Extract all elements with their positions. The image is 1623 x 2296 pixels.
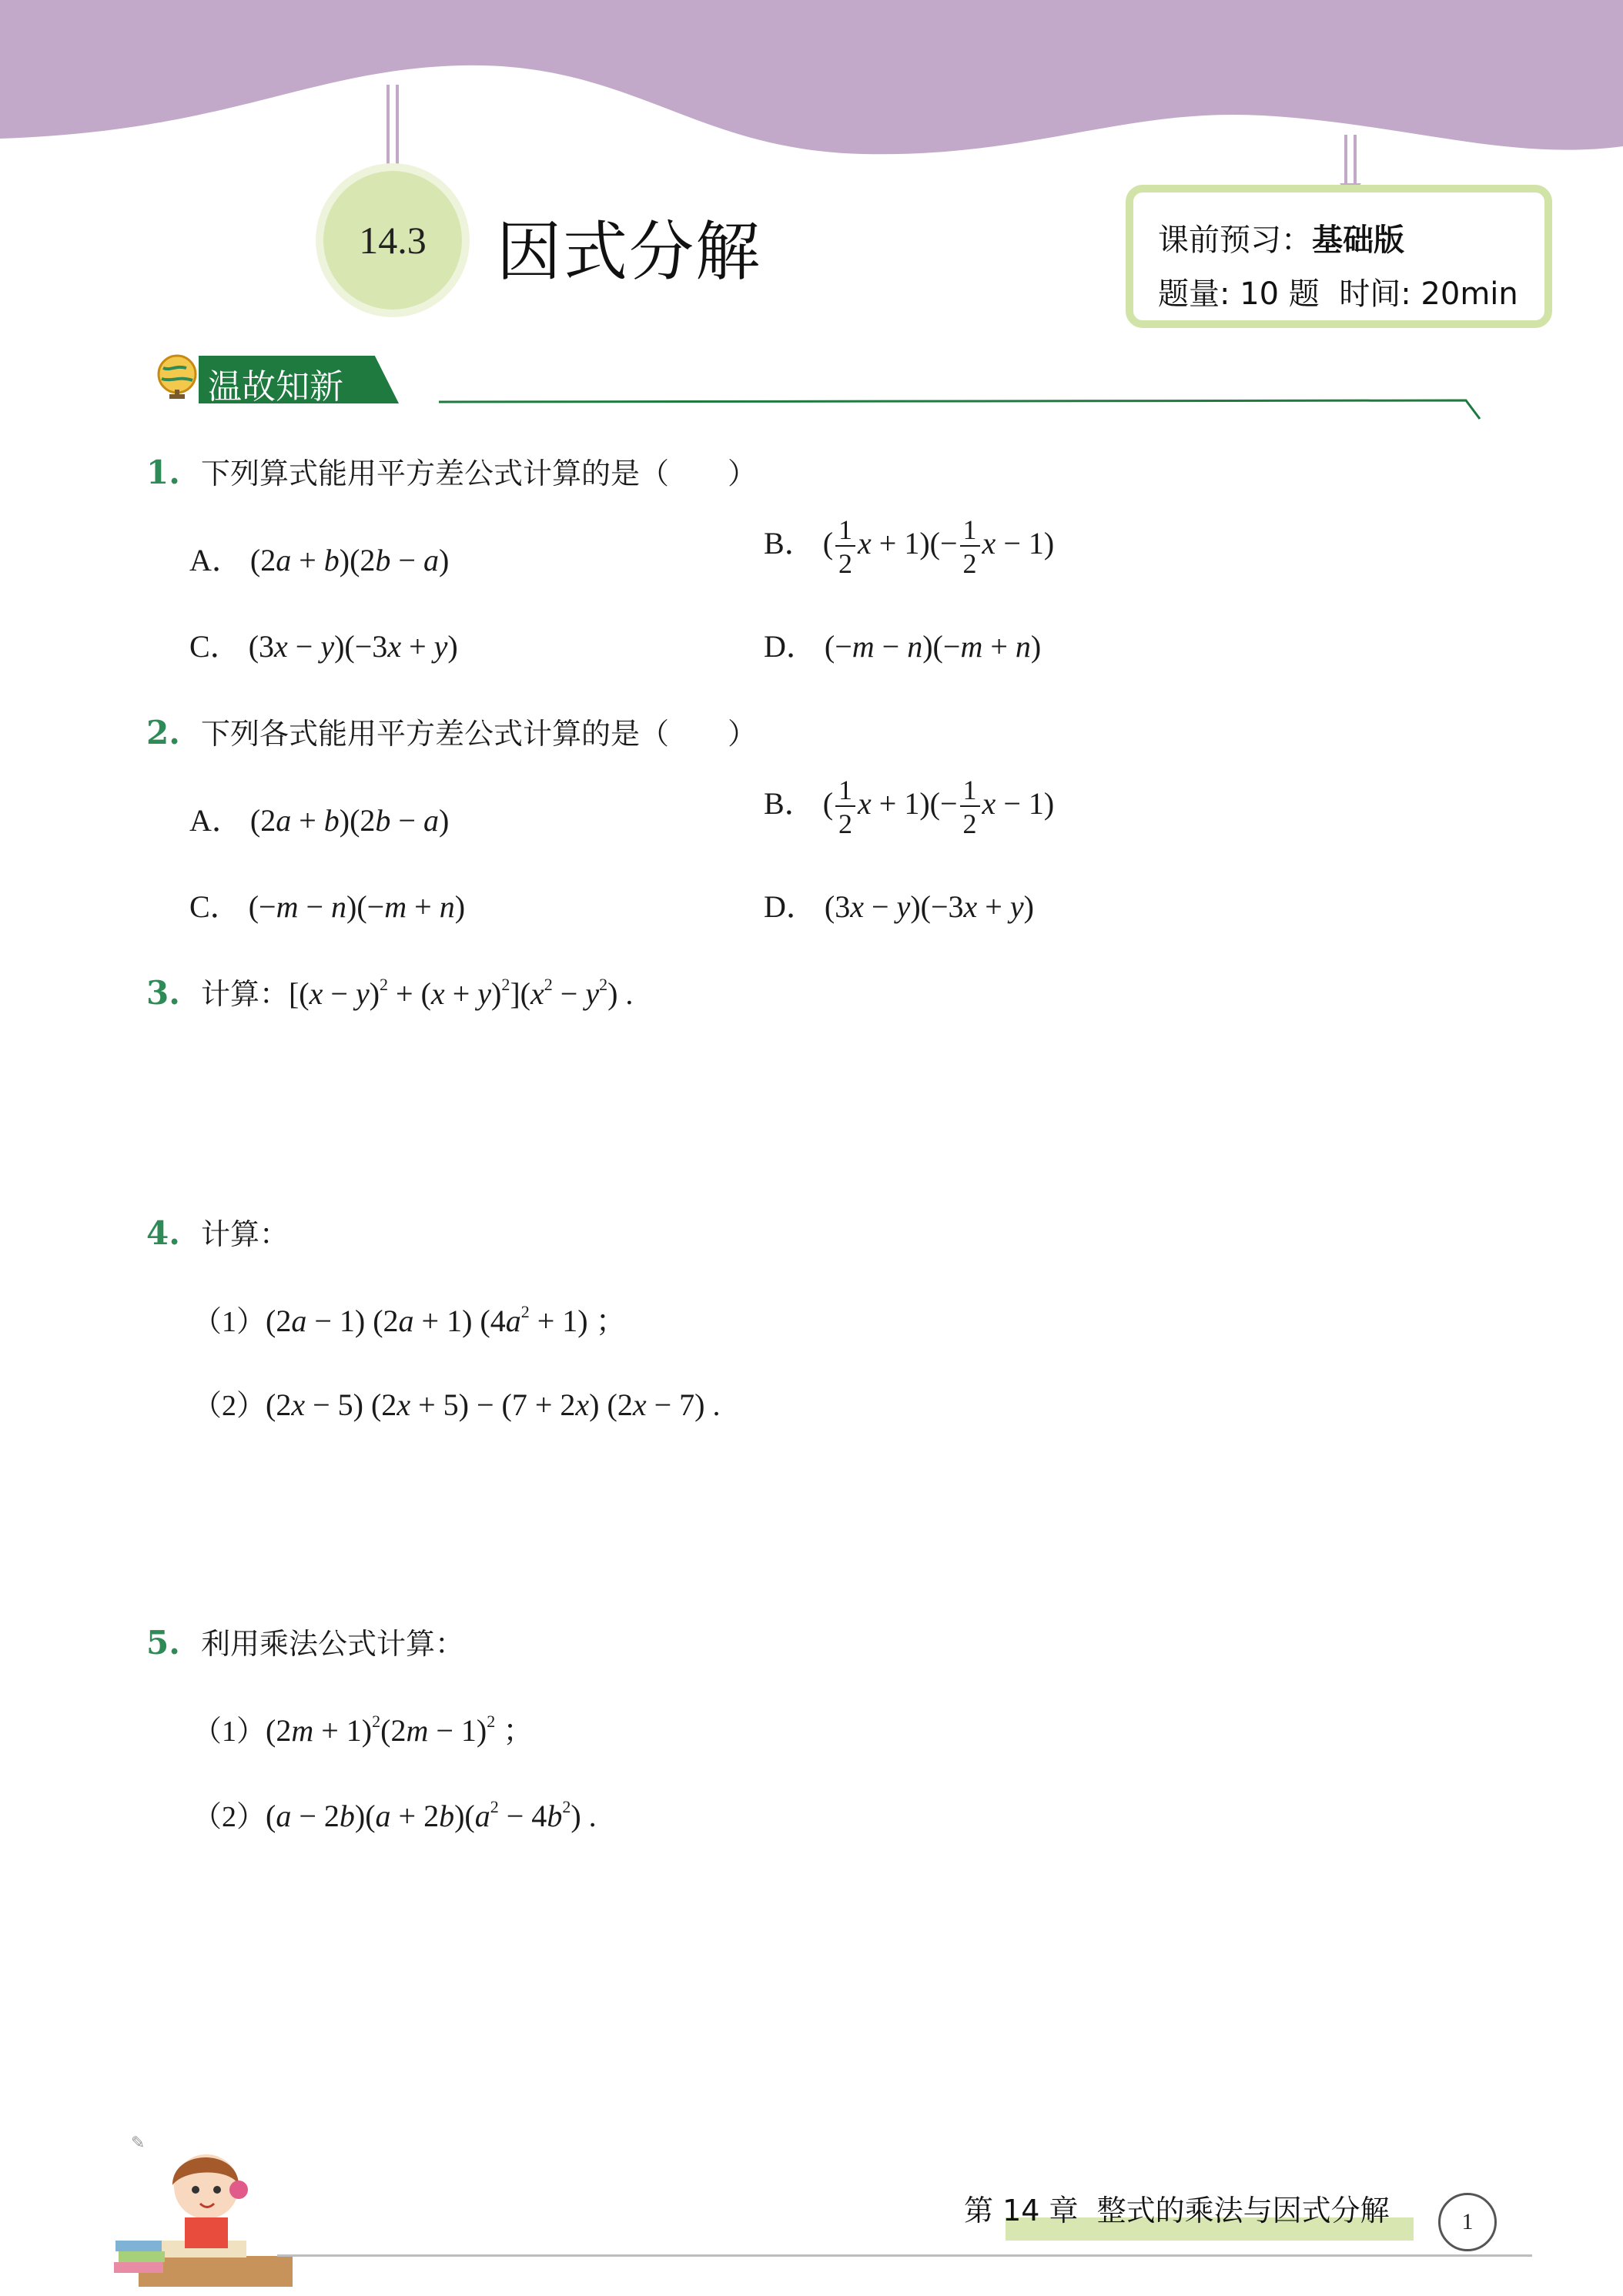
question-5 xyxy=(146,1620,464,1662)
q2-option-d: D． (3x − y)(−3x + y) xyxy=(764,889,1034,924)
q1-option-a: A． (2a + b)(2b − a) xyxy=(189,543,450,577)
svg-text:✎: ✎ xyxy=(131,2134,146,2153)
option-letter: C． xyxy=(189,629,241,664)
question-text: 计算： xyxy=(200,977,289,1011)
q1-option-d: D． (−m − n)(−m + n) xyxy=(764,629,1042,664)
question-text: 利用乘法公式计算： xyxy=(200,1627,464,1661)
option-letter: A． xyxy=(189,543,243,577)
section-divider xyxy=(431,393,1486,423)
fraction: $\frac{1}{2}$ xyxy=(960,776,980,838)
q3-expression: $[(x - y)^2 + (x + y)^2](x^2 - y^2)$ . xyxy=(288,975,634,1011)
part-label: （2） xyxy=(192,1390,266,1422)
question-2 xyxy=(146,710,757,752)
info-level: 基础版 xyxy=(1312,223,1404,258)
section-number-badge xyxy=(316,163,470,317)
q4-part-1: （1）(2a − 1) (2a + 1) $(4a^2 + 1)$ ； xyxy=(192,1302,627,1338)
question-number: 1. xyxy=(146,454,180,491)
question-text: 下列算式能用平方差公式计算的是（ ） xyxy=(200,457,757,490)
question-number: 3. xyxy=(146,974,180,1012)
option-letter: A． xyxy=(189,803,243,838)
q1-option-b: B． ( $\frac{1}{2}$ x + 1)(− $\frac{1}{2}$ x − 1) xyxy=(764,514,1055,579)
fraction: $\frac{1}{2}$ xyxy=(835,776,855,838)
info-label: 课前预习： xyxy=(1158,223,1312,258)
option-letter: D． xyxy=(764,629,817,664)
question-text: 计算： xyxy=(200,1217,289,1251)
question-number: 5. xyxy=(146,1624,180,1662)
q2-option-b: B． ( $\frac{1}{2}$ x + 1)(− $\frac{1}{2}$ x − 1) xyxy=(764,775,1055,839)
part-label: （1） xyxy=(192,1715,266,1748)
footer-line xyxy=(277,2254,1532,2257)
page-number-circle xyxy=(1438,2193,1497,2251)
section-number: 14.3 xyxy=(359,219,427,262)
question-3 xyxy=(146,970,633,1012)
part-label: （2） xyxy=(192,1801,266,1833)
page-title: 因式分解 xyxy=(497,214,762,290)
part-label: （1） xyxy=(192,1306,266,1338)
section-tag-label: 温故知新 xyxy=(208,367,343,407)
fraction: $\frac{1}{2}$ xyxy=(835,516,855,577)
fraction: $\frac{1}{2}$ xyxy=(960,516,980,577)
q1-option-c: C． (3x − y)(−3x + y) xyxy=(189,629,458,664)
option-letter: B． xyxy=(764,786,815,822)
globe-icon xyxy=(152,351,202,403)
header-wave xyxy=(0,0,1623,185)
page-number: 1 xyxy=(1461,2209,1474,2234)
q2-option-a: A． (2a + b)(2b − a) xyxy=(189,803,450,838)
q2-option-c: C． (−m − n)(−m + n) xyxy=(189,889,466,924)
question-text: 下列各式能用平方差公式计算的是（ ） xyxy=(200,717,757,751)
q4-part-2: （2）(2x − 5) (2x + 5) − (7 + 2x) (2x − 7) . xyxy=(192,1387,721,1422)
question-number: 2. xyxy=(146,714,180,751)
q5-part-1: $(1)(2m + 1)^2(2m - 1)^2$ ； xyxy=(192,1712,534,1748)
q5-part-2: $(2)(a - 2b)(a + 2b)(a^2 - 4b^2)$ . xyxy=(192,1797,597,1833)
option-letter: D． xyxy=(764,889,817,924)
info-quantity-time: 题量: 10 题 时间: 20min xyxy=(1158,276,1518,312)
question-1 xyxy=(146,450,757,492)
question-number: 4. xyxy=(146,1214,180,1252)
question-4 xyxy=(146,1210,289,1253)
option-letter: B． xyxy=(764,526,815,561)
info-box xyxy=(1126,185,1552,328)
option-letter: C． xyxy=(189,889,241,924)
chapter-title: 第 14 章 整式的乘法与因式分解 xyxy=(964,2194,1390,2227)
student-illustration xyxy=(108,2125,323,2296)
